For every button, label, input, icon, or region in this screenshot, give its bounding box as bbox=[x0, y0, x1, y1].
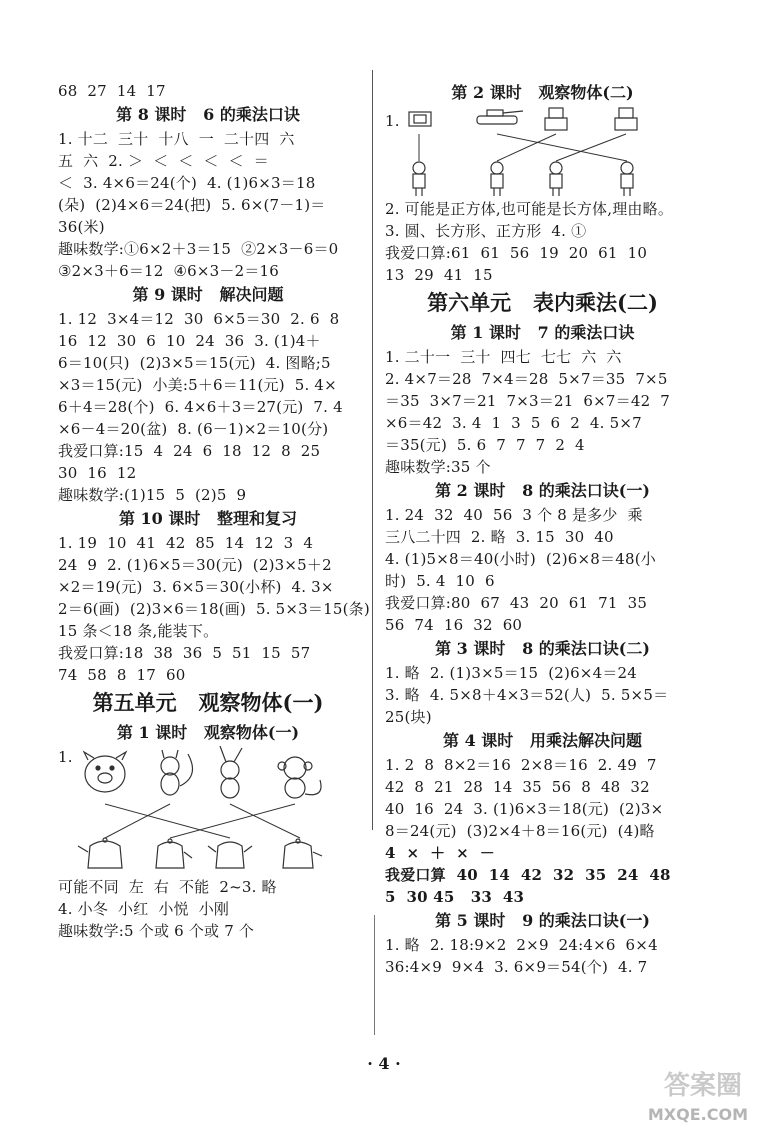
answer-line: 三八二十四 2. 略 3. 15 30 40 bbox=[385, 528, 614, 546]
answer-line: 6＋4＝28(个) 6. 4×6＋3＝27(元) 7. 4 bbox=[58, 398, 343, 416]
monkey-icon bbox=[278, 757, 321, 798]
answer-line: 我爱口算:61 61 56 19 20 61 10 bbox=[385, 244, 648, 262]
robot-icon bbox=[545, 108, 567, 130]
kettle-icon bbox=[78, 838, 122, 868]
answer-line: 42 8 21 28 14 35 56 8 48 32 bbox=[385, 778, 650, 796]
answer-line: 2＝6(画) (2)3×6＝18(画) 5. 5×3＝15(条) bbox=[58, 600, 370, 618]
answer-line: 五 六 2. ＞ ＜ ＜ ＜ ＜ ＝ bbox=[58, 152, 269, 170]
watermark-logo bbox=[622, 1064, 762, 1130]
matching-figure-toys-children bbox=[385, 106, 700, 198]
column-divider-lower bbox=[374, 915, 375, 1035]
answer-line: 40 16 24 3. (1)6×3＝18(元) (2)3× bbox=[385, 800, 664, 818]
answer-line: 8＝24(元) (3)2×4＋8＝16(元) (4)略 bbox=[385, 822, 655, 840]
matching-figure-animals-kettles bbox=[58, 746, 358, 876]
page-number: · 4 · bbox=[367, 1054, 401, 1073]
answer-line: 可能不同 左 右 不能 2~3. 略 bbox=[58, 878, 277, 896]
answer-line: 30 16 12 bbox=[58, 464, 137, 482]
answer-line: 趣味数学:35 个 bbox=[385, 458, 491, 476]
child-icon bbox=[413, 162, 425, 196]
answer-line: ×6－4＝20(盆) 8. (6－1)×2＝10(分) bbox=[58, 420, 329, 438]
answer-line: 15 条＜18 条,能装下。 bbox=[58, 622, 219, 640]
answer-line-handwritten: 4 × ＋ × － bbox=[385, 844, 495, 862]
lesson-heading: 第 4 课时 用乘法解决问题 bbox=[443, 731, 642, 750]
answer-line-handwritten: 5 30 45 33 43 bbox=[385, 888, 525, 906]
answer-line: 68 27 14 17 bbox=[58, 82, 166, 100]
answer-line: 1. 19 10 41 42 85 14 12 3 4 bbox=[58, 534, 314, 552]
answer-line: ×6＝42 3. 4 1 3 5 6 2 4. 5×7 bbox=[385, 414, 642, 432]
answer-line: 我爱口算:18 38 36 5 51 15 57 bbox=[58, 644, 311, 662]
kettle-icon bbox=[283, 839, 322, 868]
answer-line: 6＝10(只) (2)3×5＝15(元) 4. 图略;5 bbox=[58, 354, 331, 372]
answer-line: 我爱口算:80 67 43 20 61 71 35 bbox=[385, 594, 648, 612]
answer-line: ＜ 3. 4×6＝24(个) 4. (1)6×3＝18 bbox=[58, 174, 316, 192]
answer-line: 2. 4×7＝28 7×4＝28 5×7＝35 7×5 bbox=[385, 370, 668, 388]
answer-line: 56 74 16 32 60 bbox=[385, 616, 523, 634]
lesson-heading: 第 5 课时 9 的乘法口诀(一) bbox=[435, 911, 650, 930]
animals-kettles-illustration bbox=[70, 746, 360, 876]
unit-heading: 第六单元 表内乘法(二) bbox=[427, 290, 658, 315]
unit-heading: 第五单元 观察物体(一) bbox=[92, 690, 324, 715]
answer-line: 趣味数学:5 个或 6 个或 7 个 bbox=[58, 922, 255, 940]
answer-line: 1. 24 32 40 56 3 个 8 是多少 乘 bbox=[385, 506, 643, 524]
answer-line: 4. (1)5×8＝40(小时) (2)6×8＝48(小 bbox=[385, 550, 656, 568]
answer-line: 16 12 30 6 10 24 36 3. (1)4＋ bbox=[58, 332, 321, 350]
figure-label: 1. bbox=[385, 112, 400, 130]
answer-line: 2. 可能是正方体,也可能是长方体,理由略。 bbox=[385, 200, 674, 218]
kettle-icon bbox=[208, 842, 252, 868]
answer-line: 时) 5. 4 10 6 bbox=[385, 572, 495, 590]
answer-line: 3. 略 4. 5×8＋4×3＝52(人) 5. 5×5＝ bbox=[385, 686, 669, 704]
robot-icon bbox=[615, 108, 637, 130]
answer-line: ③2×3＋6＝12 ④6×3－2＝16 bbox=[58, 262, 280, 280]
answer-line: 1. 略 2. 18:9×2 2×9 24:4×6 6×4 bbox=[385, 936, 658, 954]
lesson-heading: 第 8 课时 6 的乘法口诀 bbox=[116, 105, 300, 124]
answer-line: 13 29 41 15 bbox=[385, 266, 493, 284]
squirrel-icon bbox=[161, 750, 193, 795]
answer-line: ×2＝19(元) 3. 6×5＝30(小杯) 4. 3× bbox=[58, 578, 334, 596]
answer-line: 趣味数学:①6×2＋3＝15 ②2×3－6＝0 bbox=[58, 240, 339, 258]
child-icon bbox=[550, 162, 562, 196]
tank-icon bbox=[477, 110, 523, 124]
child-icon bbox=[491, 162, 503, 196]
right-column bbox=[385, 80, 700, 978]
pig-icon bbox=[84, 752, 126, 792]
answer-line: 1. 2 8 8×2＝16 2×8＝16 2. 49 7 bbox=[385, 756, 657, 774]
kettle-icon bbox=[156, 839, 192, 868]
answer-line: 25(块) bbox=[385, 708, 432, 726]
child-icon bbox=[621, 162, 633, 196]
answer-line: 24 9 2. (1)6×5＝30(元) (2)3×5＋2 bbox=[58, 556, 332, 574]
answer-line: 趣味数学:(1)15 5 (2)5 9 bbox=[58, 486, 247, 504]
lesson-heading: 第 10 课时 整理和复习 bbox=[118, 509, 298, 528]
answer-line: 36:4×9 9×4 3. 6×9＝54(个) 4. 7 bbox=[385, 958, 648, 976]
column-divider bbox=[372, 70, 373, 830]
answer-line: 3. 圆、长方形、正方形 4. ① bbox=[385, 222, 587, 240]
answer-line: 我爱口算:15 4 24 6 18 12 8 25 bbox=[58, 442, 321, 460]
watermark-title: 答案圈 bbox=[663, 1071, 742, 1101]
toys-children-illustration bbox=[399, 106, 699, 198]
lesson-heading: 第 1 课时 观察物体(一) bbox=[116, 723, 300, 742]
lesson-heading: 第 9 课时 解决问题 bbox=[132, 285, 284, 304]
answer-line: (朵) (2)4×6＝24(把) 5. 6×(7－1)＝ bbox=[58, 196, 326, 214]
rabbit-icon bbox=[220, 746, 242, 798]
answer-line: 36(米) bbox=[58, 218, 105, 236]
answer-line: 1. 二十一 三十 四七 七七 六 六 bbox=[385, 348, 622, 366]
lesson-heading: 第 2 课时 观察物体(二) bbox=[451, 83, 634, 102]
answer-line: 1. 十二 三十 十八 一 二十四 六 bbox=[58, 130, 295, 148]
answer-line: 1. 12 3×4＝12 30 6×5＝30 2. 6 8 bbox=[58, 310, 340, 328]
lesson-heading: 第 3 课时 8 的乘法口诀(二) bbox=[435, 639, 650, 658]
answer-line: 1. 略 2. (1)3×5＝15 (2)6×4＝24 bbox=[385, 664, 638, 682]
answer-line: 4. 小冬 小红 小悦 小刚 bbox=[58, 900, 230, 918]
lesson-heading: 第 2 课时 8 的乘法口诀(一) bbox=[435, 481, 650, 500]
toy-tank-icon bbox=[409, 112, 431, 126]
left-column bbox=[58, 80, 370, 942]
answer-line-handwritten: 我爱口算 40 14 42 32 35 24 48 bbox=[385, 866, 671, 884]
figure-label: 1. bbox=[58, 748, 73, 766]
answer-line: ×3＝15(元) 小美:5＋6＝11(元) 5. 4× bbox=[58, 376, 337, 394]
lesson-heading: 第 1 课时 7 的乘法口诀 bbox=[450, 323, 635, 342]
watermark-url: MXQE.COM bbox=[647, 1105, 748, 1124]
answer-line: ＝35 3×7＝21 7×3＝21 6×7＝42 7 bbox=[385, 392, 671, 410]
answer-line: ＝35(元) 5. 6 7 7 7 2 4 bbox=[385, 436, 585, 454]
answer-line: 74 58 8 17 60 bbox=[58, 666, 186, 684]
